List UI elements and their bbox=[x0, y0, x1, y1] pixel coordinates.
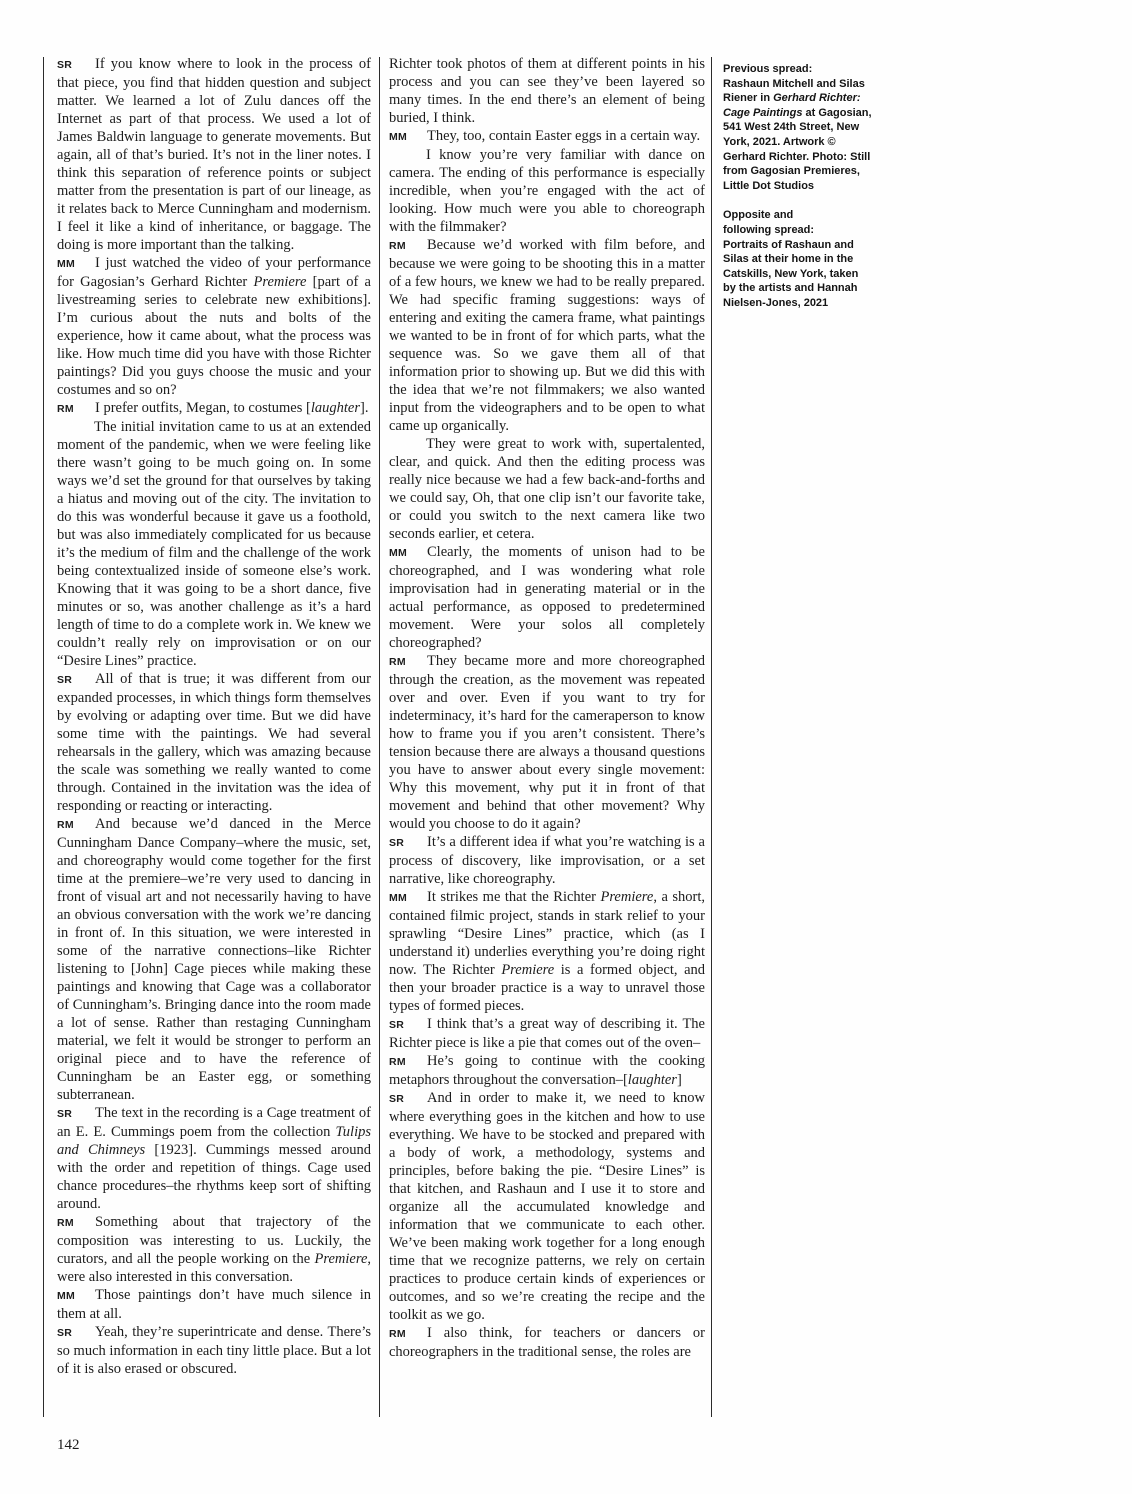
text-run: Previous spread: bbox=[723, 63, 813, 75]
dialogue-paragraph bbox=[57, 1213, 371, 1286]
dialogue-paragraph bbox=[389, 236, 705, 435]
text-run: All of that is true; it was different from our expanded processes, in which things form themselves by evolving or adapting over time. But we did have some time with the paintings. We had several rehearsals in the gallery, which was amazing because the scale was something we really wanted to come through. Contained in the invitation was the idea of responding or reacting or interacting. bbox=[57, 671, 371, 814]
dialogue-paragraph bbox=[389, 888, 705, 1015]
text-run: Little Dot Studios bbox=[723, 179, 815, 192]
text-run: 541 West 24th Street, New bbox=[723, 121, 860, 134]
text-run: I know you’re very familiar with dance on camera. The ending of this performance is especially incredible, when you’re engaged with the act of looking. How much were you able to choreograph with the filmmaker? bbox=[389, 147, 705, 235]
text-run: at Gagosian, bbox=[802, 106, 872, 119]
dialogue-paragraph bbox=[57, 254, 371, 399]
text-run: by the artists and Hannah bbox=[723, 282, 858, 295]
speaker-label: SR bbox=[57, 674, 73, 686]
dialogue-paragraph bbox=[389, 435, 705, 543]
photo-caption bbox=[723, 208, 865, 310]
text-run: Silas at their home in the bbox=[723, 253, 854, 266]
caption-line bbox=[723, 91, 865, 106]
caption-line bbox=[723, 164, 865, 179]
speaker-label: MM bbox=[57, 258, 76, 270]
italic-text: Tulips and Chimneys bbox=[57, 1124, 371, 1158]
text-run: York, 2021. Artwork © bbox=[723, 135, 836, 148]
caption-sidebar bbox=[723, 62, 872, 311]
dialogue-paragraph bbox=[57, 418, 371, 670]
dialogue-paragraph bbox=[389, 543, 705, 652]
speaker-label: MM bbox=[389, 131, 408, 143]
text-run: following spread: bbox=[723, 223, 815, 236]
text-run: I just watched the video of your performance for Gagosian’s Gerhard Richter bbox=[57, 255, 371, 290]
dialogue-paragraph bbox=[57, 399, 371, 418]
caption-line bbox=[723, 106, 872, 121]
dialogue-paragraph bbox=[57, 55, 371, 254]
speaker-label: RM bbox=[57, 819, 74, 831]
column-rule-right bbox=[711, 57, 712, 1417]
caption-line bbox=[723, 223, 865, 238]
speaker-label: RM bbox=[57, 403, 74, 415]
speaker-label: MM bbox=[389, 892, 408, 904]
speaker-label: SR bbox=[57, 59, 73, 71]
caption-line bbox=[723, 267, 865, 282]
speaker-label: SR bbox=[389, 1093, 405, 1105]
text-run: ]. bbox=[359, 400, 369, 416]
photo-caption bbox=[723, 62, 872, 193]
speaker-label: SR bbox=[389, 1019, 405, 1031]
column-rule-left bbox=[43, 57, 44, 1417]
text-run: Opposite and bbox=[723, 209, 794, 222]
caption-line bbox=[723, 238, 865, 253]
text-run: They, too, contain Easter eggs in a certain way. bbox=[427, 128, 701, 144]
text-run: Riener in bbox=[723, 92, 774, 105]
interview-column-left bbox=[57, 55, 371, 1378]
dialogue-paragraph bbox=[57, 670, 371, 815]
dialogue-paragraph bbox=[389, 652, 705, 833]
speaker-label: RM bbox=[389, 1328, 406, 1340]
caption-line bbox=[723, 296, 865, 311]
text-run: Those paintings don’t have much silence in them at all. bbox=[57, 1287, 371, 1322]
text-run: Something about that trajectory of the composition was interesting to us. Luckily, the curators, and all the people working on the bbox=[57, 1214, 371, 1267]
italic-text: Cage Paintings bbox=[723, 106, 803, 119]
caption-line bbox=[723, 281, 865, 296]
text-run: And in order to make it, we need to know where everything goes in the kitchen and how to use everything. We have to be stocked and prepared with a body of work, a methodology, systems and principles, before baking the pie. “Desire Lines” is that kitchen, and Rashaun and I use it to store and organize all the accumulated knowledge and information that we communicate to each other. We’ve been making work together for a long enough time that we recognize patterns, we rely on certain practices to produce certain kinds of experiences or outcomes, and so we’re creating the recipe and the toolkit as we go. bbox=[389, 1090, 705, 1323]
speaker-label: SR bbox=[57, 1108, 73, 1120]
interview-column-middle bbox=[389, 55, 705, 1361]
text-run: Nielsen-Jones, 2021 bbox=[723, 296, 829, 309]
caption-line bbox=[723, 77, 865, 92]
text-run: Richter took photos of them at different points in his process and you can see they’ve been layered so many times. In the end there’s an element of being buried, I think. bbox=[389, 56, 705, 126]
speaker-label: SR bbox=[57, 1327, 73, 1339]
text-run: It’s a different idea if what you’re watching is a process of discovery, like improvisation, or a set narrative, like choreography. bbox=[389, 834, 705, 887]
text-run: Yeah, they’re superintricate and dense. There’s so much information in each tiny little place. But a lot of it is also erased or obscured. bbox=[57, 1324, 371, 1377]
dialogue-paragraph bbox=[389, 833, 705, 888]
text-run: Clearly, the moments of unison had to be choreographed, and I was wondering what role improvisation had in generating material or in the actual performance, as opposed to predetermined movement. Were your solos all completely choreographed? bbox=[389, 544, 705, 651]
text-run: Gerhard Richter. Photo: Still bbox=[723, 150, 871, 163]
caption-line bbox=[723, 252, 865, 267]
text-run: The text in the recording is a Cage treatment of an E. E. Cummings poem from the collection bbox=[57, 1105, 371, 1140]
speaker-label: MM bbox=[57, 1290, 76, 1302]
speaker-label: RM bbox=[389, 656, 406, 668]
column-rule-middle bbox=[379, 57, 380, 1417]
dialogue-paragraph bbox=[389, 55, 705, 127]
text-run: , were also interested in this conversation. bbox=[57, 1251, 371, 1285]
speaker-label: SR bbox=[389, 837, 405, 849]
text-run: Rashaun Mitchell and Silas bbox=[723, 77, 865, 90]
speaker-label: RM bbox=[389, 240, 406, 252]
text-run: ] bbox=[676, 1072, 682, 1088]
text-run: They were great to work with, supertalented, clear, and quick. And then the editing process was really nice because we had a few back-and-forths and we could say, Oh, that one clip isn’t our favorite take, or could you switch to the next camera like two seconds earlier, et cetera. bbox=[389, 436, 705, 542]
dialogue-paragraph bbox=[57, 1323, 371, 1378]
dialogue-paragraph bbox=[57, 1104, 371, 1213]
italic-text: Premiere bbox=[501, 962, 555, 978]
caption-line bbox=[723, 62, 865, 77]
text-run: [1923]. Cummings messed around with the order and repetition of things. Cage used chance procedures–the rhythms keep sort of shifting around. bbox=[57, 1142, 371, 1212]
text-run: I also think, for teachers or dancers or choreographers in the traditional sense, the roles are bbox=[389, 1325, 705, 1360]
text-run: It strikes me that the Richter bbox=[427, 889, 601, 905]
speaker-label: RM bbox=[57, 1217, 74, 1229]
dialogue-paragraph bbox=[389, 146, 705, 236]
text-run: [part of a livestreaming series to celebrate new exhibitions]. I’m curious about the nuts and bolts of the experience, how it came about, what the process was like. How much time did you have with those Richter paintings? Did you guys choose the music and your costumes and so on? bbox=[57, 274, 371, 398]
speaker-label: MM bbox=[389, 547, 408, 559]
dialogue-paragraph bbox=[389, 1324, 705, 1361]
dialogue-paragraph bbox=[389, 1089, 705, 1324]
text-run: from Gagosian Premieres, bbox=[723, 165, 860, 178]
dialogue-paragraph bbox=[389, 127, 705, 146]
text-run: He’s going to continue with the cooking metaphors throughout the conversation–[ bbox=[389, 1053, 705, 1088]
dialogue-paragraph bbox=[389, 1015, 705, 1052]
text-run: I think that’s a great way of describing it. The Richter piece is like a pie that comes out of the oven– bbox=[389, 1016, 705, 1051]
dialogue-paragraph bbox=[57, 815, 371, 1104]
text-run: is a formed object, and then your broader practice is a way to unravel those types of formed pieces. bbox=[389, 962, 706, 1014]
text-run: If you know where to look in the process of that piece, you find that hidden question and subject matter. We learned a lot of Zulu dances off the Internet as part of that process. We used a lot of James Baldwin language to generate movements. But again, all of that’s buried. It’s not in the liner notes. I think this separation of reference points or subject matter from the presentation is part of our lineage, as it relates back to Merce Cunningham and modernism. I feel it like a kind of inheritance, or baggage. The doing is more important than the talking. bbox=[57, 56, 371, 253]
text-run: I prefer outfits, Megan, to costumes [ bbox=[95, 400, 311, 416]
italic-text: Premiere bbox=[600, 889, 654, 905]
italic-text: Premiere bbox=[314, 1251, 368, 1267]
text-run: And because we’d danced in the Merce Cunningham Dance Company–where the music, set, and choreography would come together for the first time at the premiere–we’re very used to dancing in front of visual art and not necessarily having to have an obvious conversation with the work we’re dancing in front of. In this situation, we were interested in some of the narrative connections–like Richter listening to [John] Cage pieces while making these paintings and knowing that Cage was a collaborator of Cunningham’s. Bringing dance into the room made a lot of sense. Rather than restaging Cunningham material, we felt it would be stronger to perform an original piece and to have the reference of Cunningham be an Easter egg, or something subterranean. bbox=[57, 816, 371, 1103]
italic-text: Gerhard Richter: bbox=[773, 92, 861, 105]
text-run: Because we’d worked with film before, and because we were going to be shooting this in a matter of a few hours, we knew we had to be really prepared. We had specific framing suggestions: ways of entering and exiting the camera frame, what paintings we wanted to be in front of for which parts, what the sequence was. So we gave them all of that information prior to showing up. But we did this with the idea that we’re not filmmakers; we also wanted input from the videographers and to be open to what came up organically. bbox=[389, 237, 705, 434]
caption-line bbox=[723, 179, 865, 194]
speaker-label: RM bbox=[389, 1056, 406, 1068]
italic-text: laughter bbox=[627, 1072, 677, 1088]
text-run: They became more and more choreographed through the creation, as the movement was repeated over and over. Even if you want to try for indeterminacy, it’s hard for the cameraperson to know how to frame you if you aren’t consistent. There’s tension because there are always a thousand questions you have to answer about every single movement: Why this movement, why put it in front of that movement and behind that other movement? Why would you choose to do it again? bbox=[389, 653, 705, 832]
text-run: Portraits of Rashaun and bbox=[723, 238, 854, 251]
page-number: 142 bbox=[57, 1437, 80, 1453]
caption-line bbox=[723, 150, 871, 165]
text-run: , a short, contained filmic project, stands in stark relief to your sprawling “Desire Lines” practice, which (as I understand it) underlies everything you’re doing right now. The Richter bbox=[389, 889, 705, 978]
text-run: The initial invitation came to us at an extended moment of the pandemic, when we were feeling like there wasn’t going to be much going on. In some ways we’d set the ground for that ourselves by taking a hiatus and moving out of the city. The invitation to do this was wonderful because it gave us a foothold, but was also immediately complicated for us because it’s the medium of film and the challenge of the work being contextualized inside of someone else’s work. Knowing that it was going to be a short dance, five minutes or so, was another challenge as it’s a hard length of time to do a complete work in. We knew we couldn’t really rely on improvisation or on our “Desire Lines” practice. bbox=[57, 419, 371, 669]
caption-line bbox=[723, 135, 865, 150]
caption-line bbox=[723, 120, 865, 135]
dialogue-paragraph bbox=[389, 1052, 705, 1089]
dialogue-paragraph bbox=[57, 1286, 371, 1323]
italic-text: Premiere bbox=[253, 274, 307, 290]
caption-line bbox=[723, 208, 865, 223]
italic-text: laughter bbox=[310, 400, 360, 416]
text-run: Catskills, New York, taken bbox=[723, 267, 859, 280]
